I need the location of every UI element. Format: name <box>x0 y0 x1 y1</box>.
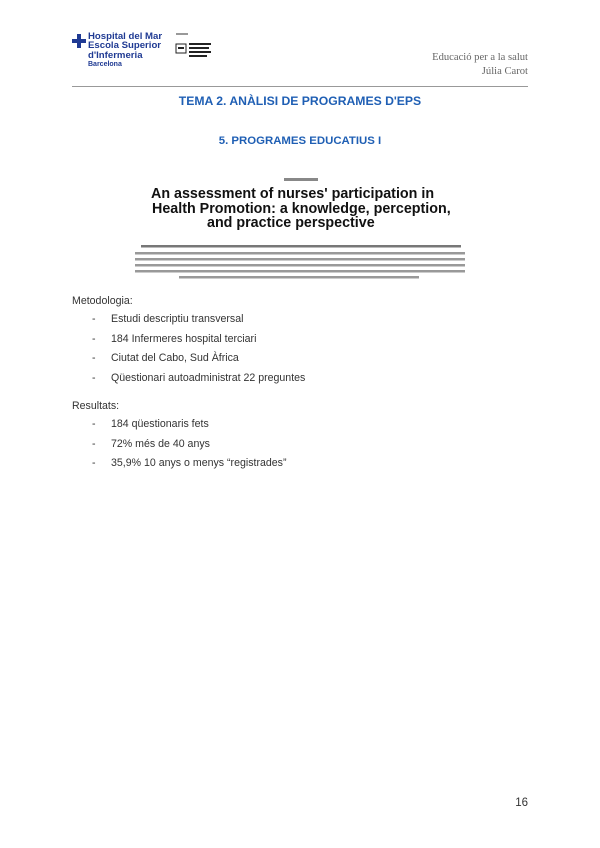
section-title: 5. PROGRAMES EDUCATIUS I <box>218 135 382 147</box>
cross-icon <box>72 34 86 48</box>
page-title: TEMA 2. ANÀLISI DE PROGRAMES D'EPS <box>178 94 422 108</box>
list-item: - Qüestionari autoadministrat 22 preguntes <box>92 371 305 391</box>
article-headline: An assessment of nurses' participation in Health Promotion: a knowledge, perception, and practice perspective <box>151 186 451 231</box>
university-emblem-icon <box>175 32 215 62</box>
header-info <box>432 51 528 78</box>
metodologia-label: Metodologia: <box>72 295 133 307</box>
resultats-list <box>92 417 286 476</box>
list-item: - 35,9% 10 anys o menys “registrades” <box>92 456 286 476</box>
logo-text: Hospital del Mar Escola Superior d'Infermeria Barcelona <box>88 31 163 69</box>
list-item: - Estudi descriptiu transversal <box>92 312 305 332</box>
list-item: - Ciutat del Cabo, Sud Àfrica <box>92 351 305 371</box>
metodologia-list <box>92 312 305 390</box>
article-authors-block <box>129 243 474 283</box>
header-divider <box>72 86 528 87</box>
article-excerpt-image <box>121 170 479 290</box>
resultats-label: Resultats: <box>72 400 120 412</box>
article-tag-mark <box>284 176 318 182</box>
university-logo <box>175 32 215 62</box>
course-name: Educació per a la salut <box>432 52 528 63</box>
list-item: - 72% més de 40 anys <box>92 437 286 457</box>
author-name: Júlia Carot <box>481 65 528 77</box>
hospital-del-mar-logo <box>72 32 222 76</box>
list-item: - 184 qüestionaris fets <box>92 417 286 437</box>
list-item: - 184 Infermeres hospital terciari <box>92 332 305 352</box>
page-number: 16 <box>515 797 528 809</box>
